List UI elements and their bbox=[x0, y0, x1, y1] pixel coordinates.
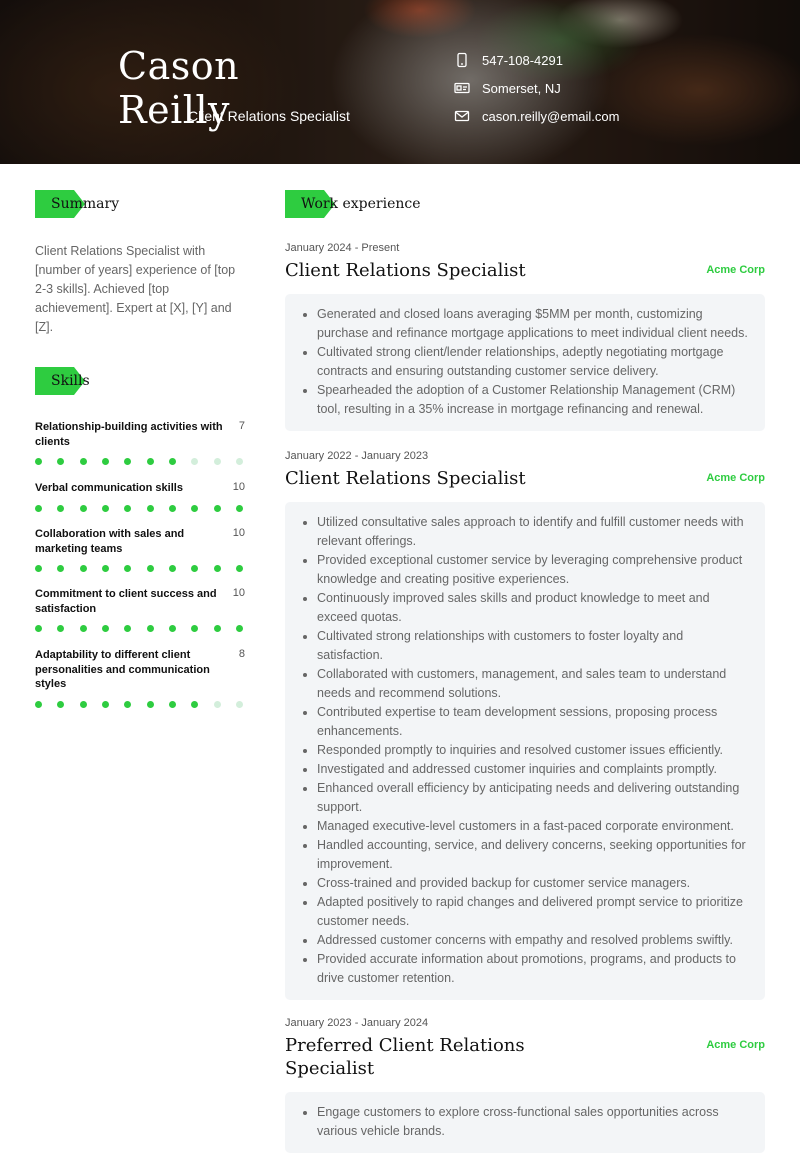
skill-dots bbox=[35, 505, 243, 512]
job-bullet: • Handled accounting, service, and delivery concerns, seeking opportunities for improvement. bbox=[317, 836, 749, 874]
skill-dot bbox=[236, 565, 243, 572]
skill-dot bbox=[124, 505, 131, 512]
job-bullet: • Provided exceptional customer service by leveraging comprehensive product knowledge and creating positive experiences. bbox=[317, 551, 749, 589]
skill-dot bbox=[191, 701, 198, 708]
skill-rating: 7 bbox=[238, 420, 245, 432]
job-bullet: • Provided accurate information about promotions, programs, and products to drive customer retention. bbox=[317, 950, 749, 988]
skill-dot bbox=[80, 565, 87, 572]
job-company: Acme Corp bbox=[706, 1039, 765, 1051]
skill-item bbox=[35, 587, 245, 632]
job-title: Client Relations Specialist bbox=[285, 468, 526, 489]
job-bullets bbox=[317, 513, 749, 988]
skill-dot bbox=[102, 701, 109, 708]
skill-dot bbox=[124, 701, 131, 708]
skill-dot bbox=[35, 458, 42, 465]
skill-dot bbox=[169, 701, 176, 708]
skill-dot bbox=[236, 505, 243, 512]
skill-dot bbox=[214, 458, 221, 465]
job-date: January 2022 - January 2023 bbox=[285, 450, 429, 462]
contact-location bbox=[454, 74, 619, 102]
skill-dot bbox=[147, 565, 154, 572]
skill-dot bbox=[191, 458, 198, 465]
job-entry bbox=[285, 242, 765, 431]
job-bullet: • Addressed customer concerns with empathy and resolved problems swiftly. bbox=[317, 931, 749, 950]
skill-name: Commitment to client success and satisfaction bbox=[35, 588, 217, 615]
skill-dot bbox=[214, 565, 221, 572]
skill-dot bbox=[57, 701, 64, 708]
skill-rating: 10 bbox=[232, 587, 245, 599]
job-bullet: • Spearheaded the adoption of a Customer Relationship Management (CRM) tool, resulting in a 35% increase in mortgage refinancing and renewal. bbox=[317, 381, 749, 419]
job-bullet: • Adapted positively to rapid changes and delivered prompt service to prioritize customer needs. bbox=[317, 893, 749, 931]
skill-dot bbox=[169, 625, 176, 632]
skill-dot bbox=[102, 505, 109, 512]
skill-dot bbox=[35, 505, 42, 512]
skill-dot bbox=[102, 458, 109, 465]
skill-rating: 10 bbox=[232, 527, 245, 539]
skill-dot bbox=[80, 505, 87, 512]
job-bullet: • Managed executive-level customers in a fast-paced corporate environment. bbox=[317, 817, 749, 836]
summary-heading-text: Summary bbox=[51, 196, 120, 212]
resume-header bbox=[0, 0, 800, 164]
skill-dot bbox=[57, 625, 64, 632]
skill-item bbox=[35, 481, 245, 512]
skill-dots bbox=[35, 458, 243, 465]
job-company: Acme Corp bbox=[706, 264, 765, 276]
job-bullets bbox=[317, 1103, 749, 1141]
candidate-title: Client Relations Specialist bbox=[188, 108, 350, 124]
job-bullets-box bbox=[285, 1092, 765, 1153]
skill-dot bbox=[147, 625, 154, 632]
skill-item bbox=[35, 527, 245, 572]
skill-dot bbox=[236, 458, 243, 465]
skills-heading bbox=[35, 367, 90, 395]
skill-dot bbox=[147, 701, 154, 708]
skill-dots bbox=[35, 625, 243, 632]
experience-heading bbox=[285, 190, 421, 218]
summary-text: Client Relations Specialist with [number of years] experience of [top 2-3 skills]. Achieved [top achievement]. Expert at [X], [Y] and [Z]. bbox=[35, 244, 236, 334]
skill-dot bbox=[35, 701, 42, 708]
job-bullets-box bbox=[285, 294, 765, 431]
skill-dot bbox=[236, 625, 243, 632]
skill-dot bbox=[57, 458, 64, 465]
skill-item bbox=[35, 648, 245, 708]
experience-heading-text: Work experience bbox=[301, 196, 421, 212]
skill-dot bbox=[124, 458, 131, 465]
skill-dot bbox=[169, 458, 176, 465]
summary-heading bbox=[35, 190, 119, 218]
skill-dot bbox=[124, 565, 131, 572]
skill-dot bbox=[102, 565, 109, 572]
skill-dot bbox=[214, 701, 221, 708]
skill-dots bbox=[35, 565, 243, 572]
job-bullet: • Cross-trained and provided backup for customer service managers. bbox=[317, 874, 749, 893]
skill-name: Adaptability to different client personalities and communication styles bbox=[35, 649, 210, 690]
job-bullet: • Collaborated with customers, management, and sales team to understand needs and recommend solutions. bbox=[317, 665, 749, 703]
job-bullet: • Responded promptly to inquiries and resolved customer issues efficiently. bbox=[317, 741, 749, 760]
contact-phone bbox=[454, 46, 619, 74]
job-bullet: • Cultivated strong relationships with customers to foster loyalty and satisfaction. bbox=[317, 627, 749, 665]
skill-name: Collaboration with sales and marketing teams bbox=[35, 528, 185, 555]
location-text: Somerset, NJ bbox=[482, 80, 561, 96]
job-title: Client Relations Specialist bbox=[285, 260, 526, 281]
job-bullet: • Utilized consultative sales approach to identify and fulfill customer needs with relevant offerings. bbox=[317, 513, 749, 551]
job-bullet: • Investigated and addressed customer inquiries and complaints promptly. bbox=[317, 760, 749, 779]
skill-dot bbox=[35, 565, 42, 572]
email-text: cason.reilly@email.com bbox=[482, 108, 620, 124]
skill-dot bbox=[80, 625, 87, 632]
skill-dot bbox=[80, 458, 87, 465]
skill-dot bbox=[214, 625, 221, 632]
skill-dot bbox=[191, 625, 198, 632]
skill-dot bbox=[191, 565, 198, 572]
job-title: Preferred Client Relations Specialist bbox=[285, 1035, 525, 1079]
job-bullet: • Continuously improved sales skills and product knowledge to meet and exceed quotas. bbox=[317, 589, 749, 627]
skill-dot bbox=[214, 505, 221, 512]
skill-dot bbox=[169, 505, 176, 512]
job-entry bbox=[285, 1017, 765, 1153]
phone-text: 547-108-4291 bbox=[482, 52, 563, 68]
skill-dot bbox=[57, 505, 64, 512]
job-date: January 2023 - January 2024 bbox=[285, 1017, 429, 1029]
job-bullet: • Cultivated strong client/lender relationships, adeptly negotiating mortgage contracts and ensuring outstanding customer service delivery. bbox=[317, 343, 749, 381]
skill-name: Relationship-building activities with clients bbox=[35, 421, 223, 448]
skills-heading-text: Skills bbox=[51, 373, 90, 389]
job-bullets-box bbox=[285, 502, 765, 1000]
job-entry bbox=[285, 450, 765, 1000]
skill-dot bbox=[124, 625, 131, 632]
job-company: Acme Corp bbox=[706, 472, 765, 484]
skill-dot bbox=[191, 505, 198, 512]
candidate-name: Cason Reilly bbox=[118, 44, 240, 132]
job-bullet: • Engage customers to explore cross-functional sales opportunities across various vehicle brands. bbox=[317, 1103, 749, 1141]
skill-dot bbox=[35, 625, 42, 632]
skill-name: Verbal communication skills bbox=[35, 482, 183, 494]
skill-rating: 10 bbox=[232, 481, 245, 493]
skill-rating: 8 bbox=[238, 648, 245, 660]
skill-dot bbox=[57, 565, 64, 572]
skill-dot bbox=[236, 701, 243, 708]
contact-info bbox=[454, 46, 619, 130]
skill-dot bbox=[102, 625, 109, 632]
job-bullet: • Generated and closed loans averaging $5MM per month, customizing purchase and refinance mortgage applications to meet individual client needs. bbox=[317, 305, 749, 343]
skill-item bbox=[35, 420, 245, 465]
job-bullet: • Enhanced overall efficiency by anticipating needs and delivering outstanding support. bbox=[317, 779, 749, 817]
mail-icon bbox=[454, 108, 470, 124]
skill-dot bbox=[147, 458, 154, 465]
job-bullet: • Contributed expertise to team development sessions, proposing process enhancements. bbox=[317, 703, 749, 741]
skill-dot bbox=[147, 505, 154, 512]
phone-icon bbox=[454, 52, 470, 68]
skill-dots bbox=[35, 701, 243, 708]
skill-dot bbox=[80, 701, 87, 708]
skill-dot bbox=[169, 565, 176, 572]
id-card-icon bbox=[454, 80, 470, 96]
job-date: January 2024 - Present bbox=[285, 242, 400, 254]
job-bullets bbox=[317, 305, 749, 419]
contact-email bbox=[454, 102, 619, 130]
